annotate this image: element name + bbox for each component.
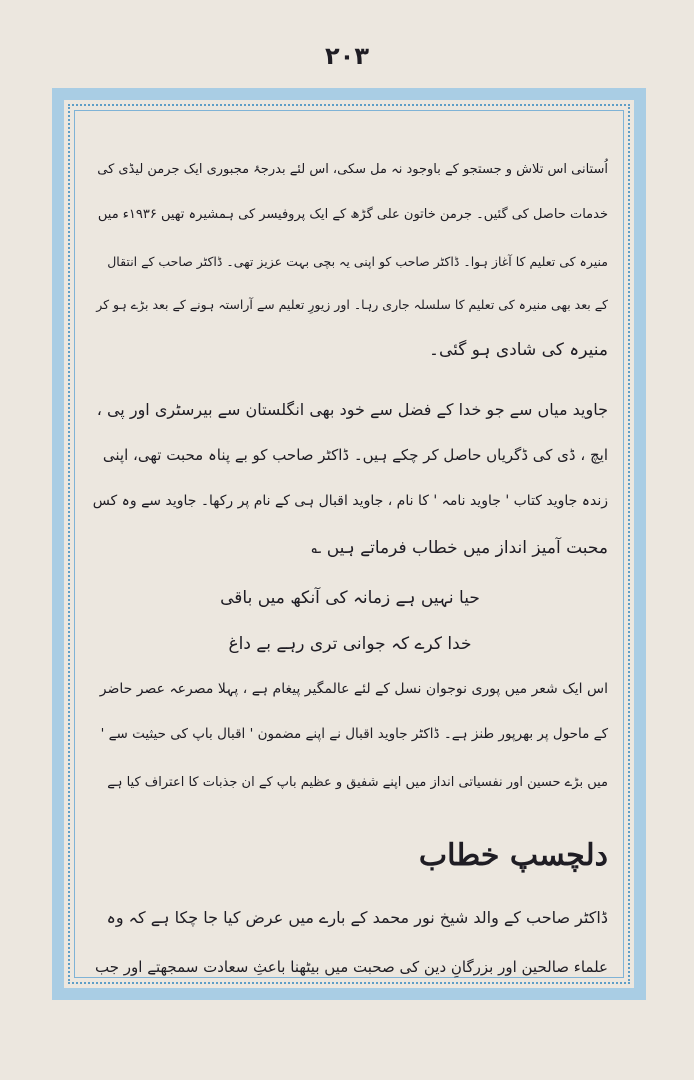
text-line: ایچ ، ڈی کی ڈگریاں حاصل کر چکے ہیں۔ ڈاکٹر صاحب کو بے پناہ محبت تھی، اپنی [102, 446, 608, 464]
page-number: ۲۰۳ [325, 42, 369, 70]
section-heading: دلچسپ خطاب [418, 838, 608, 873]
body-text [92, 0, 608, 1080]
text-line: جاوید میاں سے جو خدا کے فضل سے خود بھی انگلستان سے بیرسٹری اور پی ، [96, 400, 608, 419]
text-line: کے ماحول پر بھرپور طنز ہے۔ ڈاکٹر جاوید اقبال نے اپنے مضمون ' اقبال باپ کی حیثیت سے ' [100, 726, 608, 742]
text-line: اس ایک شعر میں پوری نوجوان نسل کے لئے عالمگیر پیغام ہے ، پہلا مصرعہ عصر حاضر [99, 681, 608, 697]
text-line: منیرہ کی شادی ہو گئی۔ [429, 340, 608, 360]
text-line: کے بعد بھی منیرہ کی تعلیم کا سلسلہ جاری رہا۔ اور زیورِ تعلیم سے آراستہ ہونے کے بعد بڑے ہو کر [96, 297, 608, 312]
verse-line: خدا کرے کہ جوانی تری رہے بے داغ [228, 634, 472, 654]
verse-line: حیا نہیں ہے زمانہ کی آنکھ میں باقی [220, 588, 480, 608]
text-line: خدمات حاصل کی گئیں۔ جرمن خاتون علی گڑھ کے ایک پروفیسر کی ہمشیرہ تھیں ۱۹۳۶ء میں [97, 207, 608, 222]
text-line: میں بڑے حسین اور نفسیاتی انداز میں اپنے شفیق و عظیم باپ کے ان جذبات کا اعتراف کیا ہے [107, 775, 608, 790]
text-line: زندہ جاوید کتاب ' جاوید نامہ ' کا نام ، جاوید اقبال ہی کے نام پر رکھا۔ جاوید سے وہ کس [92, 493, 608, 509]
text-line: محبت آمیز انداز میں خطاب فرماتے ہیں ؎ [311, 538, 608, 558]
text-line: منیرہ کی تعلیم کا آغاز ہوا۔ ڈاکٹر صاحب کو اپنی یہ بچی بہت عزیز تھی۔ ڈاکٹر صاحب کے انتقال [107, 254, 608, 269]
text-line: ڈاکٹر صاحب کے والد شیخ نور محمد کے بارے میں عرض کیا جا چکا ہے کہ وہ [106, 908, 608, 927]
text-line: اُستانی اس تلاش و جستجو کے باوجود نہ مل سکی، اس لئے بدرجۂ مجبوری ایک جرمن لیڈی کی [97, 162, 608, 177]
text-line: علماء صالحین اور بزرگانِ دین کی صحبت میں بیٹھنا باعثِ سعادت سمجھتے اور جب [95, 958, 608, 976]
